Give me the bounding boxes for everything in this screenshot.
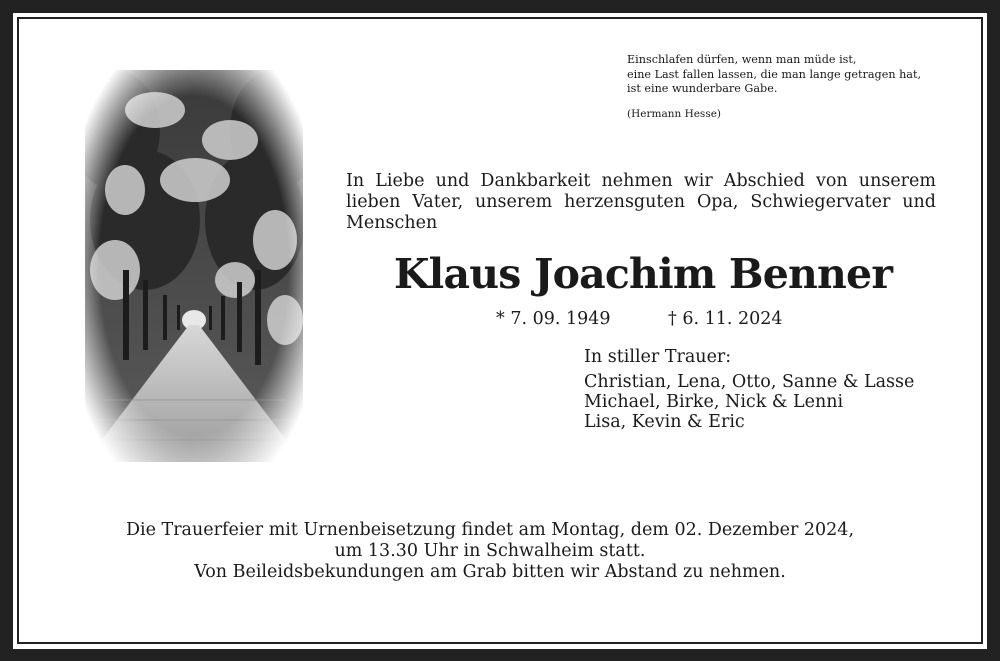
mourning-heading: In stiller Trauer:: [584, 347, 732, 367]
mourner-line: Lisa, Kevin & Eric: [584, 412, 745, 432]
service-line: Von Beileidsbekundungen am Grab bitten wir Abstand zu nehmen.: [194, 562, 786, 582]
deceased-name: Klaus Joachim Benner: [393, 250, 893, 298]
farewell-intro: [346, 171, 946, 234]
mourners-list: [584, 347, 964, 432]
quote-line: eine Last fallen lassen, die man lange getragen hat,: [627, 67, 922, 81]
quote-line: ist eine wunderbare Gabe.: [627, 82, 778, 95]
intro-line: In Liebe und Dankbarkeit nehmen wir Abschied von unserem: [346, 171, 936, 191]
intro-line: Menschen: [346, 213, 438, 233]
quote-line: Einschlafen dürfen, wenn man müde ist,: [627, 53, 857, 66]
death-date: † 6. 11. 2024: [668, 309, 783, 329]
hesse-quote: [627, 53, 967, 121]
quote-author: (Hermann Hesse): [627, 107, 722, 120]
service-line: um 13.30 Uhr in Schwalheim statt.: [334, 541, 646, 561]
service-line: Die Trauerfeier mit Urnenbeisetzung findet am Montag, dem 02. Dezember 2024,: [125, 520, 855, 540]
mourner-line: Christian, Lena, Otto, Sanne & Lasse: [584, 372, 915, 392]
tree-avenue-photo: [85, 70, 303, 462]
intro-line: lieben Vater, unserem herzensguten Opa, Schwiegervater und: [346, 192, 936, 212]
mourner-line: Michael, Birke, Nick & Lenni: [584, 392, 844, 412]
birth-date: * 7. 09. 1949: [496, 309, 611, 329]
funeral-service-info: [60, 520, 920, 583]
